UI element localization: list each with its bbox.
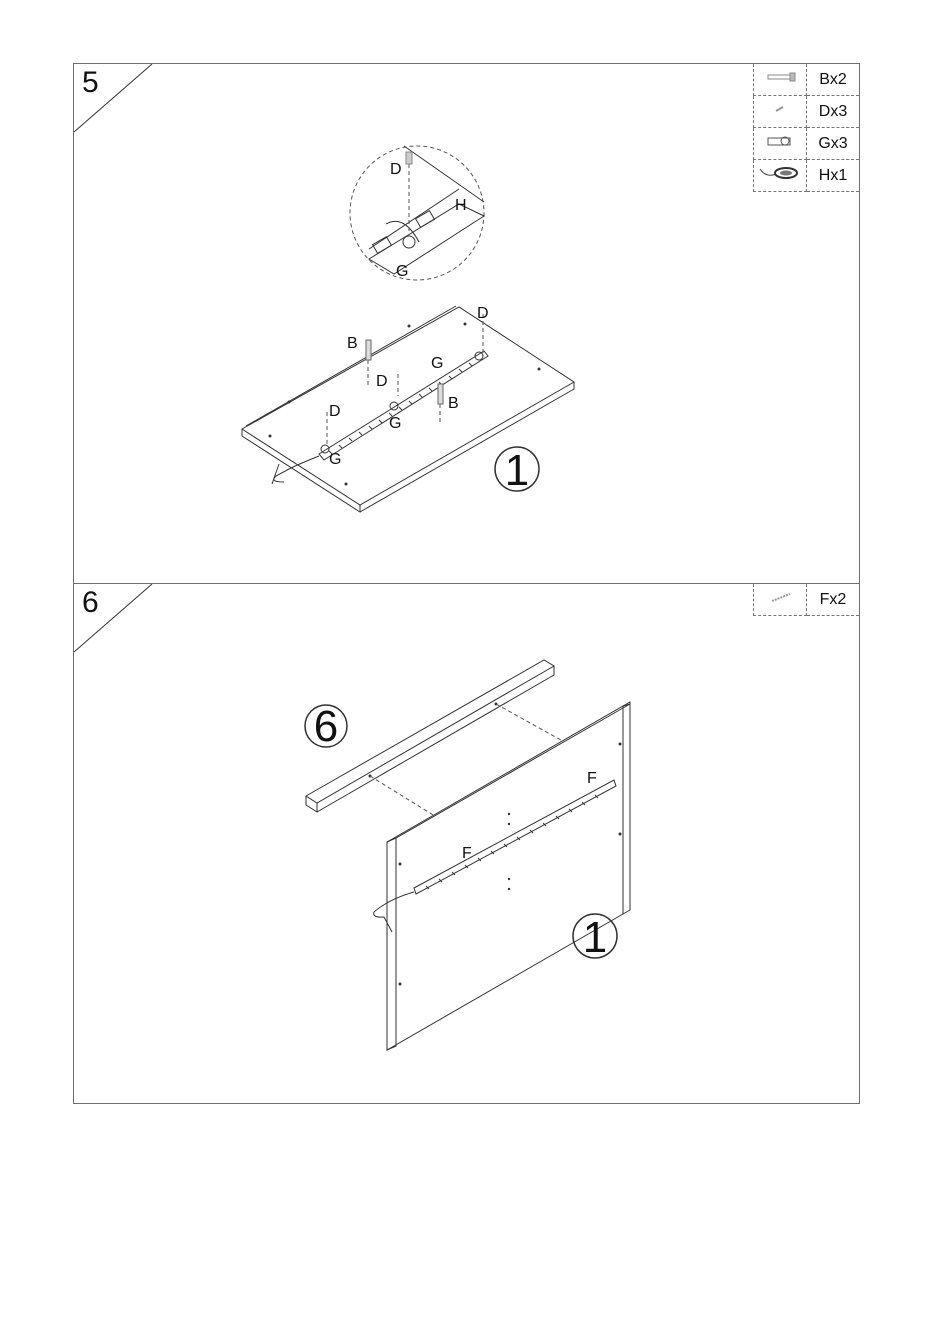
part-label: Gx3 (807, 128, 860, 160)
callout-d: D (329, 403, 341, 420)
callout-g: G (389, 415, 402, 432)
callout-f: F (462, 845, 472, 862)
step-number: 5 (82, 66, 99, 99)
callout-d: D (390, 161, 402, 178)
callout-b: B (347, 335, 358, 352)
part-number-badge (495, 446, 539, 495)
part-label: Hx1 (807, 160, 860, 192)
step-number: 6 (82, 586, 99, 619)
badge-label: 6 (313, 702, 339, 751)
part-number-badge (305, 702, 347, 751)
callout-d: D (477, 305, 489, 322)
callout-b: B (448, 395, 459, 412)
part-label: Dx3 (807, 96, 860, 128)
panel-drawing (374, 702, 630, 1050)
step-5-illustration (74, 64, 859, 583)
step-5-frame (73, 63, 860, 584)
part-label: Bx2 (807, 64, 860, 96)
step-6-illustration (74, 584, 859, 1103)
callout-d: D (376, 373, 388, 390)
step-6-frame (73, 583, 860, 1104)
callout-f: F (587, 770, 597, 787)
callout-g: G (396, 263, 409, 280)
callout-h: H (455, 197, 467, 214)
callout-g: G (431, 355, 444, 372)
badge-label: 1 (582, 913, 608, 962)
badge-label: 1 (504, 446, 530, 495)
part-label: Fx2 (807, 584, 860, 616)
callout-g: G (329, 451, 342, 468)
